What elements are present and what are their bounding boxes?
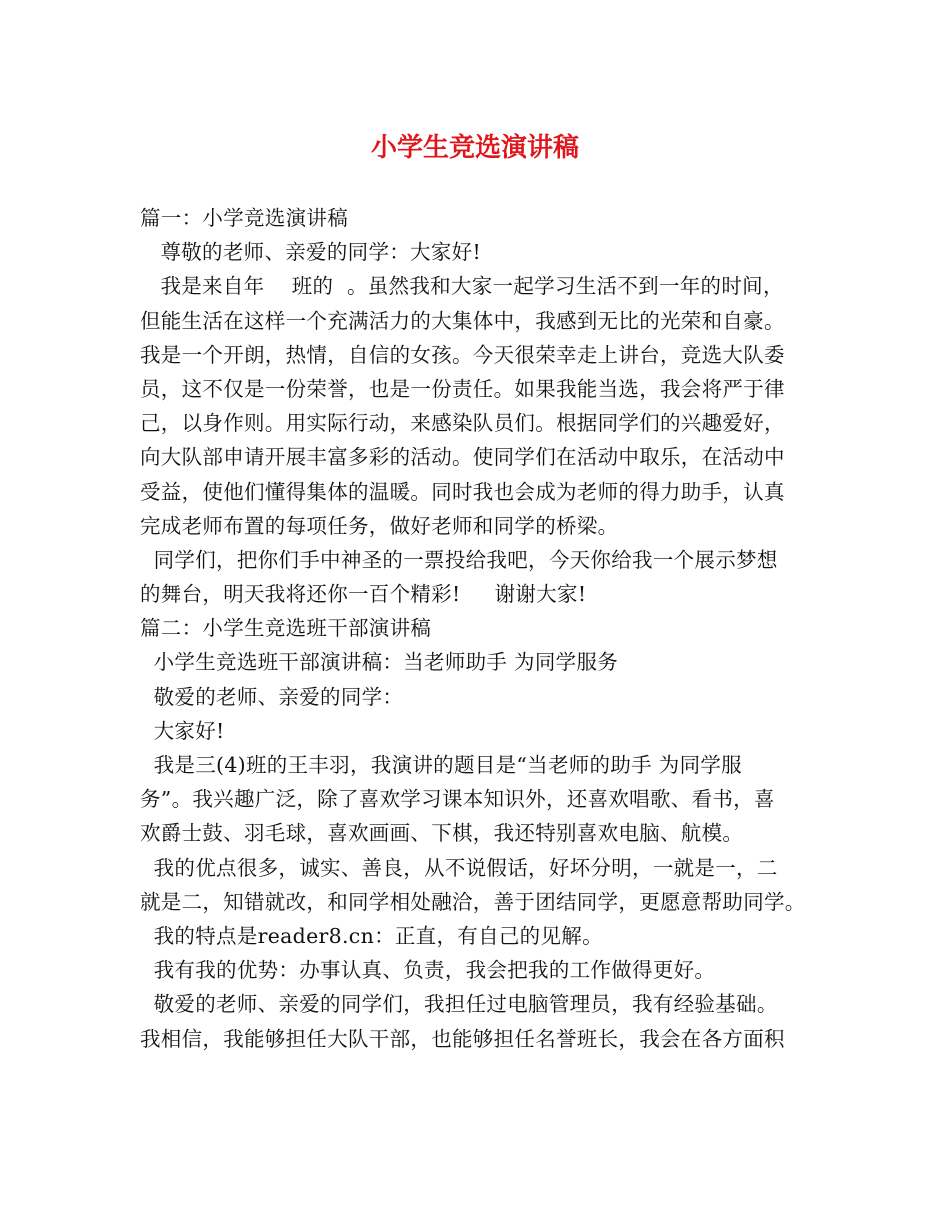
text-line: 的舞台，明天我将还你一百个精彩! 谢谢大家!: [140, 582, 587, 607]
document-title: 小学生竞选演讲稿: [370, 133, 579, 163]
text-line: 同学们，把你们手中神圣的一票投给我吧，今天你给我一个展示梦想: [140, 547, 778, 572]
document-body: [140, 201, 830, 1056]
text-line: 务”。我兴趣广泛，除了喜欢学习课本知识外，还喜欢唱歌、看书，喜: [140, 787, 775, 812]
text-line: 大家好!: [140, 718, 225, 743]
text-line: 我的特点是reader8.cn：正直，有自己的见解。: [140, 923, 603, 948]
text-line: 但能生活在这样一个充满活力的大集体中，我感到无比的光荣和自豪。: [140, 308, 785, 333]
text-line: 我的优点很多，诚实、善良，从不说假话，好坏分明，一就是一，二: [140, 855, 778, 880]
text-line: 我是来自年 班的 。虽然我和大家一起学习生活不到一年的时间，: [140, 274, 784, 299]
section-heading-2: 篇二：小学生竞选班干部演讲稿: [140, 616, 432, 641]
text-line: 敬爱的老师、亲爱的同学们，我担任过电脑管理员，我有经验基础。: [140, 992, 778, 1017]
text-line: 我是一个开朗，热情，自信的女孩。今天很荣幸走上讲台，竞选大队委: [140, 342, 785, 367]
text-line: 向大队部申请开展丰富多彩的活动。使同学们在活动中取乐，在活动中: [140, 445, 785, 470]
section-heading-1: 篇一：小学竞选演讲稿: [140, 206, 348, 230]
text-line: 小学生竞选班干部演讲稿：当老师助手 为同学服务: [140, 650, 619, 675]
text-line: 员，这不仅是一份荣誉，也是一份责任。如果我能当选，我会将严于律: [140, 376, 785, 401]
text-line: 完成老师布置的每项任务，做好老师和同学的桥梁。: [140, 513, 619, 538]
text-line: 我相信，我能够担任大队干部，也能够担任名誉班长，我会在各方面积: [140, 1026, 785, 1051]
text-line: 尊敬的老师、亲爱的同学：大家好!: [140, 240, 481, 265]
text-line: 欢爵士鼓、羽毛球，喜欢画画、下棋，我还特别喜欢电脑、航模。: [140, 821, 744, 846]
text-line: 己，以身作则。用实际行动，来感染队员们。根据同学们的兴趣爱好，: [140, 411, 785, 436]
text-line: 就是二，知错就改，和同学相处融洽，善于团结同学，更愿意帮助同学。: [140, 889, 806, 914]
text-line: 我有我的优势：办事认真、负责，我会把我的工作做得更好。: [140, 958, 716, 983]
text-line: 我是三(4)班的王丰羽，我演讲的题目是“当老师的助手 为同学服: [140, 753, 742, 777]
text-line: 敬爱的老师、亲爱的同学：: [140, 684, 404, 709]
text-line: 受益，使他们懂得集体的温暖。同时我也会成为老师的得力助手，认真: [140, 479, 785, 504]
